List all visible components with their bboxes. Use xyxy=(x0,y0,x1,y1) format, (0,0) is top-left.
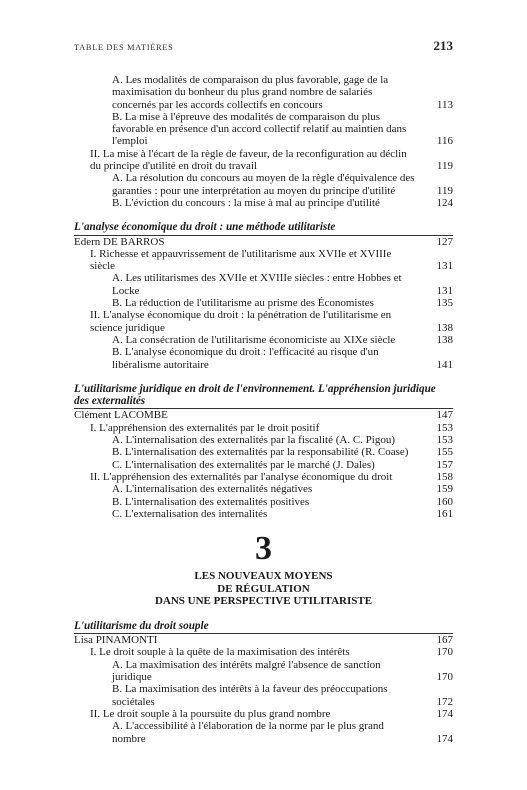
toc-entry[interactable]: A. L'internalisation des externalités négatives 159 xyxy=(112,483,453,496)
part-number: 3 xyxy=(255,530,272,568)
chapter-author: Edern DE BARROS 127 xyxy=(74,235,453,248)
toc-page-number: 174 xyxy=(436,707,453,720)
chapter-author: Lisa PINAMONTI 167 xyxy=(74,634,453,647)
toc-page-number: 167 xyxy=(436,634,453,647)
toc-page-number: 161 xyxy=(436,507,453,520)
toc-page-number: 135 xyxy=(436,297,453,310)
toc-page-number: 113 xyxy=(436,98,453,111)
toc-page-number: 127 xyxy=(436,235,453,248)
toc-page-number: 153 xyxy=(436,421,453,434)
toc-entry[interactable]: II. Le droit souple à la poursuite du plus grand nombre 174 xyxy=(90,707,453,720)
toc-entry[interactable]: I. Le droit souple à la quête de la maximisation des intérêts 170 xyxy=(90,646,453,659)
running-header xyxy=(74,38,453,58)
table-of-contents xyxy=(74,74,453,745)
toc-entry[interactable]: B. L'analyse économique du droit : l'efficacité au risque d'un libéralisme autoritaire 141 xyxy=(112,346,453,371)
toc-page-number: 131 xyxy=(436,284,453,297)
toc-entry[interactable]: A. Les modalités de comparaison du plus favorable, gage de la maximisation du bonheur du plus grand nombre de salariés concernés par les accords collectifs en concours 113 xyxy=(112,74,453,111)
toc-page-number: 119 xyxy=(436,160,453,173)
page-number: 213 xyxy=(433,38,453,53)
toc-page-number: 172 xyxy=(436,695,453,708)
toc-page-number: 147 xyxy=(436,409,453,422)
toc-page-number: 157 xyxy=(436,458,453,471)
toc-page-number: 124 xyxy=(436,196,453,209)
running-title: TABLE DES MATIÈRES xyxy=(74,42,174,52)
toc-entry[interactable]: A. L'accessibilité à l'élaboration de la norme par le plus grand nombre 174 xyxy=(112,720,453,745)
toc-entry[interactable]: II. L'appréhension des externalités par l'analyse économique du droit 158 xyxy=(90,470,453,483)
toc-page-number: 116 xyxy=(436,135,453,148)
toc-entry[interactable]: A. L'internalisation des externalités par la fiscalité (A. C. Pigou) 153 xyxy=(112,434,453,447)
chapter-title[interactable]: L'analyse économique du droit : une méthode utilitariste xyxy=(74,221,453,235)
chapter-author: Clément LACOMBE 147 xyxy=(74,409,453,422)
toc-entry[interactable]: B. L'internalisation des externalités positives 160 xyxy=(112,495,453,508)
toc-entry[interactable]: B. L'internalisation des externalités par la responsabilité (R. Coase) 155 xyxy=(112,446,453,459)
toc-page-number: 170 xyxy=(436,646,453,659)
toc-entry[interactable]: B. La mise à l'épreuve des modalités de comparaison du plus favorable en présence d'un accord collectif relatif au maintien dans l'emploi 116 xyxy=(112,110,453,148)
toc-entry[interactable]: B. La maximisation des intérêts à la faveur des préoccupations sociétales 172 xyxy=(112,683,453,708)
toc-page-number: 160 xyxy=(436,495,453,508)
chapter-title[interactable]: L'utilitarisme du droit souple xyxy=(74,620,453,634)
toc-page-number: 158 xyxy=(436,470,453,483)
toc-page-number: 138 xyxy=(436,321,453,334)
toc-page-number: 174 xyxy=(436,732,453,745)
toc-entry[interactable]: II. L'analyse économique du droit : la pénétration de l'utilitarisme en science juridique 138 xyxy=(90,309,453,334)
toc-page-number: 155 xyxy=(436,446,453,459)
toc-page-number: 153 xyxy=(436,434,453,447)
toc-page-number: 138 xyxy=(436,333,453,346)
toc-page-number: 170 xyxy=(436,671,453,684)
toc-page-number: 131 xyxy=(436,260,453,273)
part-title: LES NOUVEAUX MOYENS DE RÉGULATION DANS UNE PERSPECTIVE UTILITARISTE xyxy=(154,570,373,608)
toc-entry[interactable]: A. La consécration de l'utilitarisme économiciste au XIXe siècle 138 xyxy=(112,333,453,346)
toc-entry[interactable]: II. La mise à l'écart de la règle de faveur, de la reconfiguration au déclin du principe d'utilité en droit du travail 119 xyxy=(90,147,453,173)
toc-entry[interactable]: A. La résolution du concours au moyen de la règle d'équivalence des garanties : pour une interprétation au moyen du principe d'utilité 119 xyxy=(112,172,453,197)
toc-page-number: 119 xyxy=(436,184,453,197)
toc-page-number: 159 xyxy=(436,483,453,496)
toc-entry[interactable]: A. Les utilitarismes des XVIIe et XVIIIe siècles : entre Hobbes et Locke 131 xyxy=(112,272,453,297)
toc-entry[interactable]: B. La réduction de l'utilitarisme au prisme des Économistes 135 xyxy=(112,297,453,310)
toc-entry[interactable]: I. Richesse et appauvrissement de l'utilitarisme aux XVIIe et XVIIIe siècle 131 xyxy=(90,247,453,273)
toc-entry[interactable]: C. L'internalisation des externalités par le marché (J. Dales) 157 xyxy=(112,458,453,471)
toc-entry[interactable]: I. L'appréhension des externalités par le droit positif 153 xyxy=(90,421,453,434)
chapter-title[interactable]: L'utilitarisme juridique en droit de l'environnement. L'appréhension juridique des externalités xyxy=(74,383,453,410)
toc-entry[interactable]: B. L'éviction du concours : la mise à mal au principe d'utilité 124 xyxy=(112,196,453,209)
toc-entry[interactable]: A. La maximisation des intérêts malgré l'absence de sanction juridique 170 xyxy=(112,658,453,684)
toc-entry[interactable]: C. L'externalisation des internalités 161 xyxy=(112,507,453,520)
toc-page-number: 141 xyxy=(436,358,453,371)
